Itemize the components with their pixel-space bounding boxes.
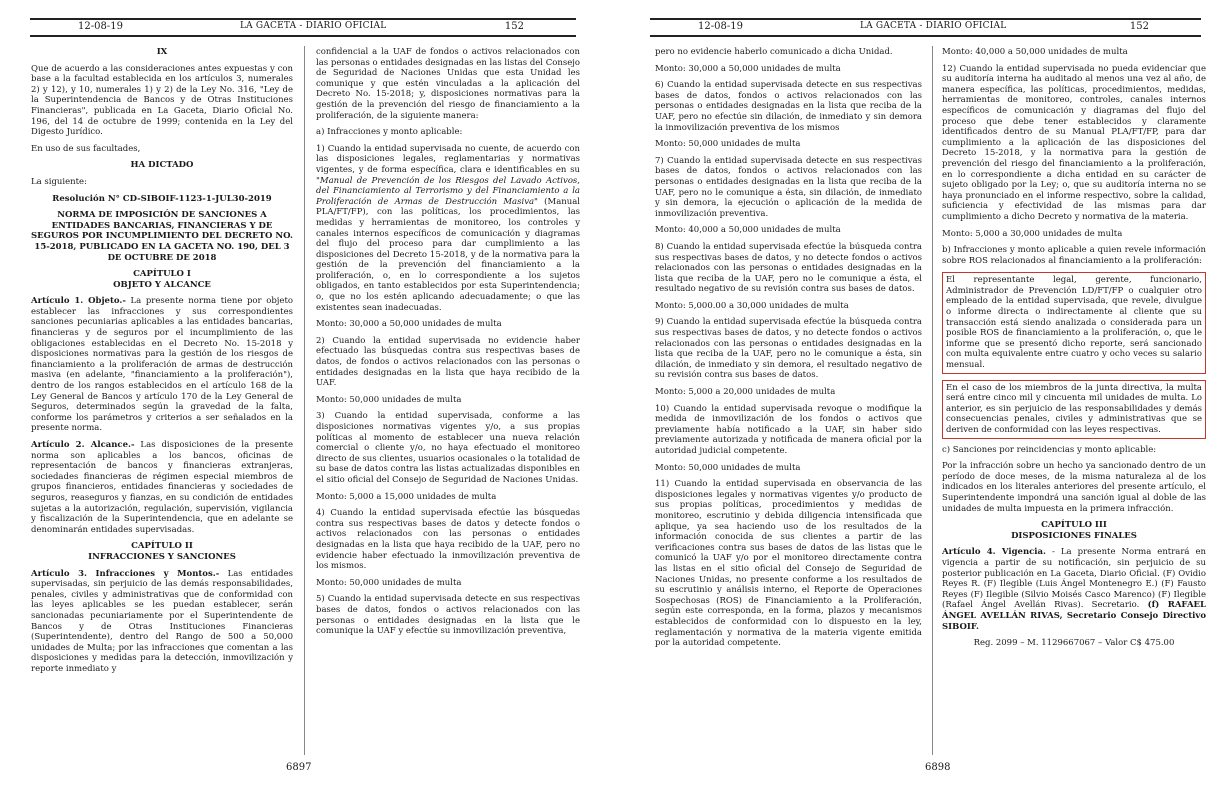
amount-3: Monto: 5,000 a 15,000 unidades de multa <box>316 491 497 502</box>
chapter-1-heading: CAPÍTULO I <box>133 269 191 280</box>
article-2-heading: Artículo 2. Alcance.- <box>31 440 135 450</box>
header-rule-bottom <box>30 35 576 37</box>
chapter-2-title: INFRACCIONES Y SANCIONES <box>88 551 236 562</box>
paragraph-facultades: En uso de sus facultades, <box>31 143 141 154</box>
highlighted-box-board: En el caso de los miembros de la junta directiva, la multa será entre cinco mil y cincuenta mil unidades de multa. Lo anterior, es sin perjuicio de las responsabilidades y demás consecuencias penales, civiles y administrativas que se deriven de conformidad con las leyes respectivas. <box>942 380 1206 439</box>
infraction-3: 3) Cuando la entidad supervisada, conforme a las disposiciones normativas vigentes y/o, a sus propias políticas al momento de establecer una nueva relación comercial o cliente y/o, no haya efectuado el monitoreo directo de sus clientes, usuarios ocasionales o la totalidad de su base de datos contra las listas actualizadas disponibles en el sitio oficial del Consejo de Seguridad de Naciones Unidas. <box>316 411 580 485</box>
subsection-a: a) Infracciones y monto aplicable: <box>316 127 463 138</box>
right-page-column-2 <box>942 47 1206 655</box>
resolution-number: Resolución N° CD-SIBOIF-1123-1-JUL30-2019 <box>52 193 272 204</box>
infraction-4: 4) Cuando la entidad supervisada efectúe las búsquedas contra sus respectivas bases de datos y detecte fondos o activos relacionados con las personas o entidades designadas en la lista que haya recibido de la UAF, pero no evidencie haber efectuado la inmovilización preventiva de los mismos. <box>316 508 580 572</box>
header-gazette-title: LA GACETA - DIARIO OFICIAL <box>860 21 1007 31</box>
header-date: 12-08-19 <box>78 21 123 32</box>
page-header <box>30 18 576 40</box>
article-2-text: Las disposiciones de la presente norma son aplicables a los bancos, oficinas de representación de bancos y financieras extranjeras, sociedades financieras de régimen especial miembros de grupos financieros, entidades financieras y sociedades de seguros, reaseguros y fianzas, en su condición de entidades sujetas a la autorización, regulación, supervisión, vigilancia y fiscalización de la Superintendencia, que en adelante se denominarán entidades supervisadas. <box>31 440 293 535</box>
amount-7: Monto: 40,000 a 50,000 unidades de multa <box>655 225 841 236</box>
article-2 <box>31 440 293 535</box>
amount-12: Monto: 5,000 a 30,000 unidades de multa <box>942 228 1123 239</box>
header-page-number: 152 <box>504 21 524 32</box>
ha-dictado-heading: HA DICTADO <box>130 160 194 171</box>
infraction-1 <box>316 144 580 314</box>
chapter-1-title: OBJETO Y ALCANCE <box>113 279 211 290</box>
infraction-2: 2) Cuando la entidad supervisada no evidencie haber efectuado las búsquedas contra sus respectivas bases de datos, de fondos o activos relacionados con las personas o entidades designadas en la lista que haya recibido de la UAF. <box>316 335 580 389</box>
amount-6: Monto: 50,000 unidades de multa <box>655 139 801 150</box>
column-divider <box>932 46 933 755</box>
amount-9: Monto: 5,000 a 20,000 unidades de multa <box>655 387 836 398</box>
article-3 <box>31 569 293 675</box>
paragraph-continued: pero no evidencie haberlo comunicado a dicha Unidad. <box>655 47 893 57</box>
paragraph-ix: Que de acuerdo a las consideraciones antes expuestas y con base a la facultad establecida en los artículos 3, numerales 2) y 12), y 10, numerales 1) y 2) de la Ley No. 316, "Ley de la Superintendencia de Bancos y de Otras Instituciones Financieras", publicada en La Gaceta, Diario Oficial No. 196, del 14 de octubre de 1999; contenida en la Ley del Digesto Jurídico. <box>31 63 293 138</box>
paragraph-siguiente: La siguiente: <box>31 176 87 187</box>
subsection-b: b) Infracciones y monto aplicable a quien revele información sobre ROS relacionados al financiamiento a la proliferación: <box>942 245 1206 266</box>
infraction-8: 8) Cuando la entidad supervisada efectúe la búsqueda contra sus respectivas bases de datos, y no detecte fondos o activos relacionados con las personas o entidades designadas en la lista que reciba de la UAF, pero no le comunique a ésta, el resultado negativo de su revisión contra sus bases de datos. <box>655 241 922 295</box>
gazette-page-right <box>620 0 1231 795</box>
amount-5: Monto: 30,000 a 50,000 unidades de multa <box>655 63 841 74</box>
infraction-7: 7) Cuando la entidad supervisada detecte en sus respectivas bases de datos, fondos o activos relacionados con las personas o entidades designadas en la lista que reciba de la UAF, pero no le comunique a ésta, sin dilación, de inmediato y sin demora, la ejecución o aplicación de la medida de inmovilización preventiva. <box>655 155 922 219</box>
header-gazette-title: LA GACETA - DIARIO OFICIAL <box>240 21 387 31</box>
page-header <box>650 18 1201 40</box>
article-3-text: Las entidades supervisadas, sin perjuicio de las demás responsabilidades, penales, civiles y administrativas que de conformidad con las leyes aplicables se les puedan establecer, serán sancionadas pecuniariamente por el Superintendente de Bancos y de Otras Instituciones Financieras (Superintendente), dentro del Rango de 500 a 50,000 unidades de Multa; por las infracciones que comentan a las disposiciones y medidas para la detección, inmovilización y reporte inmediato y <box>31 568 293 674</box>
amount-11: Monto: 40,000 a 50,000 unidades de multa <box>942 47 1128 57</box>
infraction-11: 11) Cuando la entidad supervisada en observancia de las disposiciones legales y normativas vigentes y/o producto de sus propias políticas, procedimientos y medidas de monitoreo, escrutinio y debida diligencia intensificada que aplique, ya sea haciendo uso de los resultados de la información conocida de sus clientes a partir de las verificaciones contra sus bases de datos de las listas que le comunicó la UAF y/o por el monitoreo directamente contra las listas en el sitio oficial del Consejo de Seguridad de Naciones Unidas, no presente conforme a los resultados de su escrutinio y análisis interno, el Reporte de Operaciones Sospechosas (ROS) de Financiamiento a la Proliferación, según este corresponda, en la forma, plazos y mecanismos establecidos de conformidad con lo dispuesto en la ley, reglamentación y normativa de la materia vigente emitida por la autoridad competente. <box>655 479 922 649</box>
infraction-10: 10) Cuando la entidad supervisada revoque o modifique la medida de inmovilización de los fondos o activos que previamente había notificado a la UAF, sin haber sido previamente autorizada y notificada de manera oficial por la autoridad judicial competente. <box>655 403 922 456</box>
page-footer-number: 6897 <box>286 762 312 773</box>
article-4-text: - La presente Norma entrará en vigencia a partir de su notificación, sin perjuicio de su posterior publicación en La Gaceta, Diario Oficial. (F) Ovidio Reyes R. (F) Ilegible (Luis Ángel Montenegro E.) (F) Fausto Reyes (F) Ilegible (Silvio Moisés Casco Marenco) (F) Ilegible (Rafael Ángel Avellán Rivas). Secretario. <box>942 547 1206 611</box>
infraction-6: 6) Cuando la entidad supervisada detecte en sus respectivas bases de datos, fondos o activos relacionados con las personas o entidades designadas en la lista que reciba de la UAF, pero no efectúe sin dilación, de inmediato y sin demora la inmovilización preventiva de los mismos <box>655 80 922 133</box>
article-3-heading: Artículo 3. Infracciones y Montos.- <box>31 568 220 579</box>
infraction-9: 9) Cuando la entidad supervisada efectúe la búsqueda contra sus respectivas bases de datos, y no detecte fondos o activos relacionados con las personas o entidades designadas en la lista que reciba de la UAF, pero no le comunique a ésta, sin dilación, de inmediato y sin demora, el resultado negativo de su revisión contra sus bases de datos. <box>655 317 922 381</box>
left-page-column-2 <box>316 47 580 643</box>
header-rule-bottom <box>650 35 1201 37</box>
header-page-number: 152 <box>1129 21 1149 32</box>
header-rule-top <box>30 18 576 20</box>
infraction-1-text: 1) Cuando la entidad supervisada no cuente, de acuerdo con las disposiciones legales, reglamentarias y normativas vigentes, y de forma específica, clara e identificables en su <box>316 143 580 175</box>
amount-1: Monto: 30,000 a 50,000 unidades de multa <box>316 319 502 330</box>
infraction-5: 5) Cuando la entidad supervisada detecte en sus respectivas bases de datos, fondos o activos relacionados con las personas o entidades designadas en la lista que le comunique la UAF y efectúe su inmovilización preventiva, <box>316 594 580 637</box>
paragraph-confidencial: confidencial a la UAF de fondos o activos relacionados con las personas o entidades designadas en las listas del Consejo de Seguridad de Naciones Unidas que esta Unidad les comunique y que estén vinculadas a la aplicación del Decreto No. 15-2018; y, disposiciones normativas para la gestión de la prevención del riesgo de financiamiento a la proliferación, de la siguiente manera: <box>316 47 580 121</box>
chapter-3-heading: CAPÍTULO III <box>1041 520 1107 531</box>
amount-10: Monto: 50,000 unidades de multa <box>655 462 801 473</box>
registration-line: Reg. 2099 – M. 1129667067 – Valor C$ 475.00 <box>973 638 1175 649</box>
highlighted-box-employees: El representante legal, gerente, funcionario, Administrador de Prevención LD/FT/FP o cualquier otro empleado de la entidad supervisada, que revele, divulgue o informe directa o indirectamente al cliente que su transacción está siendo analizada o considerada para un posible ROS de financiamiento a la proliferación, o, que le informe que se presentó dicho reporte, será sancionado con multa equivalente entre cuatro y ocho veces su salario mensual. <box>942 272 1206 373</box>
chapter-2-heading: CAPÍTULO II <box>131 541 193 552</box>
header-date: 12-08-19 <box>698 21 743 32</box>
chapter-3-title: DISPOSICIONES FINALES <box>1011 530 1137 541</box>
gazette-page-left <box>0 0 606 795</box>
infraction-1-text-cont: (Manual PLA/FT/FP), con las políticas, los procedimientos, las medidas y herramientas de monitoreo, los controles y canales internos específicos de comunicación y diagramas del flujo del proceso para dar cumplimiento a las disposiciones del Decreto 15-2018, y de la normativa para la gestión de la prevención del financiamiento a la proliferación, o, en lo correspondiente a los sujetos obligados, en tanto establecidos por esta Superintendencia; o, que no los estén aplicando adecuadamente; o que las existentes sean inadecuadas. <box>316 196 580 313</box>
article-1 <box>31 296 293 434</box>
right-page-column-1 <box>655 47 922 655</box>
amount-8: Monto: 5,000.00 a 30,000 unidades de multa <box>655 300 849 311</box>
amount-2: Monto: 50,000 unidades de multa <box>316 394 462 405</box>
article-1-heading: Artículo 1. Objeto.- <box>31 296 126 307</box>
section-roman-ix: IX <box>156 47 168 57</box>
article-4-heading: Artículo 4. Vigencia. <box>942 547 1046 558</box>
subsection-c: c) Sanciones por reincidencias y monto aplicable: <box>942 444 1157 455</box>
norma-title: NORMA DE IMPOSICIÓN DE SANCIONES A ENTIDADES BANCARIAS, FINANCIERAS Y DE SEGUROS POR INCUMPLIMIENTO DEL DECRETO NO. 15-2018, PUBLICADO EN LA GACETA NO. 190, DEL 3 DE OCTUBRE DE 2018 <box>31 210 293 263</box>
manual-title: "Manual de Prevención de los Riesgos del Lavado Activos, del Financiamiento al Terrorismo y del Financiamiento a la Proliferación de Armas de Destrucción Masiva" <box>316 175 580 207</box>
article-4 <box>942 547 1206 632</box>
article-1-text: La presente norma tiene por objeto establecer las infracciones y sus correspondientes sanciones pecuniarias aplicables a las entidades bancarias, financieras y de seguros por el incumplimiento de las obligaciones establecidas en el Decreto No. 15-2018 y disposiciones normativas para la gestión de los riesgos de financiamiento a la proliferación de armas de destrucción masiva (en adelante, "financiamiento a la proliferación"), dentro de los rangos establecidos en el artículo 168 de la Ley General de Bancos y artículo 170 de la Ley General de Seguros, determinados según la gravedad de la falta, conforme los parámetros y criterios a ser señalados en la presente norma. <box>31 296 293 434</box>
left-page-column-1 <box>31 47 293 680</box>
infraction-12: 12) Cuando la entidad supervisada no pueda evidenciar que su auditoría interna ha auditado al menos una vez al año, de manera específica, las políticas, procedimientos, medidas, herramientas de monitoreo, controles, canales internos específicos de comunicación y diagramas del flujo del proceso que debe tener establecidos y claramente identificados dentro de su Manual PLA/FT/FP, para dar cumplimiento a la aplicación de las disposiciones del Decreto 15-2018, y la normativa para la gestión de prevención del riesgo del financiamiento a la proliferación, en lo correspondiente a dicha entidad en su carácter de sujeto obligado por la Ley; o, que su auditoría interna no se haya pronunciado en el informe respectivo, sobre la calidad, suficiencia y efectividad de las mismas para dar cumplimiento a dicho Decreto y normativa de la materia. <box>942 63 1206 222</box>
paragraph-reincidence: Por la infracción sobre un hecho ya sancionado dentro de un período de doce meses, de la misma naturaleza al de los indicados en los literales anteriores del presente artículo, el Superintendente impondrá una sanción igual al doble de las unidades de multa impuesta en la primera infracción. <box>942 461 1206 514</box>
amount-4: Monto: 50,000 unidades de multa <box>316 577 462 588</box>
header-rule-top <box>650 18 1201 20</box>
article-4-signature: (f) RAFAEL ÁNGEL AVELLÁN RIVAS, Secretario Consejo Directivo SIBOIF. <box>942 600 1207 632</box>
page-footer-number: 6898 <box>925 762 951 773</box>
column-divider <box>304 46 305 755</box>
